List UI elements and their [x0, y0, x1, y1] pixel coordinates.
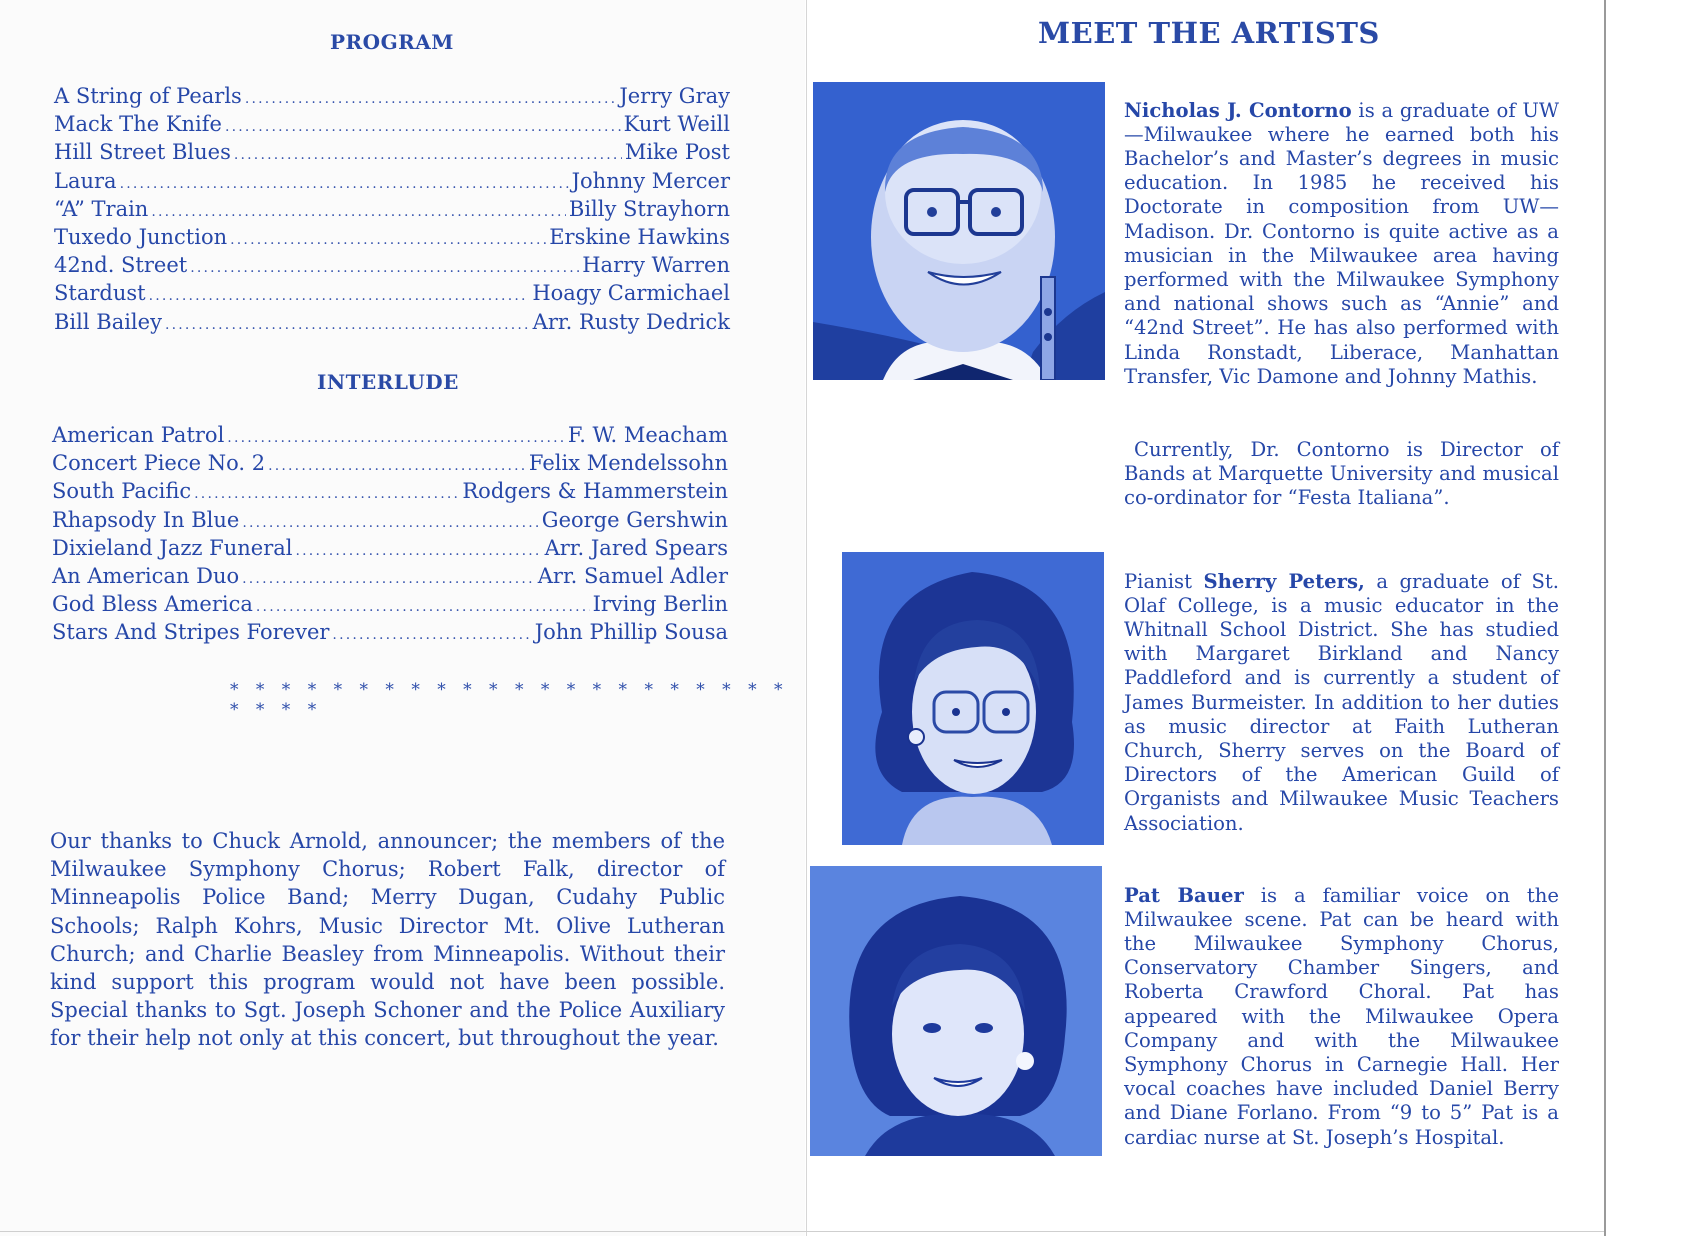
bauer-bio: [1124, 884, 1559, 1150]
page-edge: [1604, 0, 1606, 1236]
dot-leader: [332, 627, 531, 643]
piece-title: Stardust: [54, 281, 146, 306]
program-item: [54, 84, 730, 112]
interlude-item: [52, 423, 728, 451]
contorno-portrait: [813, 82, 1105, 380]
dot-leader: [194, 486, 459, 502]
bio-text: is a graduate of UW—Milwaukee where he earned both his Bachelor’s and Master’s degrees in music education. In 1985 he received his Doctorate in composition from UW—Madison. Dr. Contorno is quite active as a musician in the Milwaukee area having performed with the Milwaukee Symphony and national shows such as “Annie” and “42nd Street”. He has also performed with Linda Ronstadt, Liberace, Manhattan Transfer, Vic Damone and Johnny Mathis.: [1124, 98, 1560, 388]
dot-leader: [230, 232, 546, 248]
interlude-list: [52, 423, 728, 649]
program-item: [54, 253, 730, 281]
dot-leader: [190, 260, 579, 276]
piece-title: Stars And Stripes Forever: [52, 620, 330, 645]
bio-text: is a familiar voice on the Milwaukee scene. Pat can be heard with the Milwaukee Symphony Chorus, Conservatory Chamber Singers, and Roberta Crawford Choral. Pat has appeared with the Milwaukee Opera Company and with the Milwaukee Symphony Chorus in Carnegie Hall. Her vocal coaches have included Daniel Berry and Diane Forlano. From “9 to 5” Pat is a cardiac nurse at St. Joseph’s Hospital.: [1124, 883, 1559, 1149]
piece-composer: Irving Berlin: [592, 592, 728, 617]
piece-composer: Arr. Samuel Adler: [537, 563, 728, 588]
piece-composer: Arr. Rusty Dedrick: [532, 309, 730, 334]
piece-title: “A” Train: [54, 196, 149, 221]
dot-leader: [268, 458, 526, 474]
dot-leader: [245, 91, 617, 107]
bio-text: a graduate of St. Olaf College, is a music educator in the Whitnall School District. She has studied with Margaret Birkland and Nancy Paddleford and is currently a student of James Burmeister. In addition to her duties as music director at Faith Lutheran Church, Sherry serves on the Board of Directors of the American Guild of Organists and Milwaukee Music Teachers Association.: [1124, 569, 1559, 835]
program-item: [54, 140, 730, 168]
piece-title: Tuxedo Junction: [54, 224, 228, 249]
program-item: [54, 281, 730, 309]
bauer-portrait: [810, 866, 1102, 1156]
program-item: [54, 169, 730, 197]
piece-title: Hill Street Blues: [54, 140, 231, 165]
dot-leader: [225, 119, 621, 135]
piece-composer: Erskine Hawkins: [549, 224, 730, 249]
piece-title: A String of Pearls: [54, 84, 242, 108]
acknowledgements: Our thanks to Chuck Arnold, announcer; the members of the Milwaukee Symphony Chorus; Robert Falk, director of Minneapolis Police Band; Merry Dugan, Cudahy Public Schools; Ralph Kohrs, Music Director Mt. Olive Lutheran Church; and Charlie Beasley from Minneapolis. Without their kind support this program would not have been possible. Special thanks to Sgt. Joseph Schoner and the Police Auxiliary for their help not only at this concert, but throughout the year.: [50, 829, 725, 1051]
dot-leader: [256, 599, 590, 615]
dot-leader: [120, 176, 569, 192]
dot-leader: [149, 288, 530, 304]
program-item: [54, 197, 730, 225]
piece-title: Bill Bailey: [54, 309, 162, 334]
program-list: [54, 84, 730, 338]
piece-composer: Billy Strayhorn: [568, 196, 730, 221]
piece-composer: Kurt Weill: [623, 112, 730, 137]
interlude-item: [52, 536, 728, 564]
piece-composer: Arr. Jared Spears: [544, 535, 728, 560]
piece-composer: Mike Post: [624, 140, 730, 165]
dot-leader: [234, 147, 622, 163]
interlude-item: [52, 508, 728, 536]
star-divider: * * * * * * * * * * * * * * * * * * * * * * * * * *: [230, 680, 789, 720]
piece-composer: Harry Warren: [582, 253, 730, 278]
piece-composer: Felix Mendelssohn: [528, 451, 728, 476]
interlude-item: [52, 564, 728, 592]
dot-leader: [227, 430, 565, 446]
artist-name: Pat Bauer: [1124, 883, 1244, 907]
piece-composer: Jerry Gray: [619, 84, 730, 108]
dot-leader: [151, 204, 566, 220]
piece-composer: Rodgers & Hammerstein: [462, 479, 728, 504]
dot-leader: [242, 571, 535, 587]
program-item: [54, 225, 730, 253]
peters-portrait: [842, 552, 1104, 845]
piece-title: God Bless America: [52, 592, 253, 617]
meet-the-artists-heading: MEET THE ARTISTS: [1038, 16, 1380, 50]
peters-bio: [1124, 570, 1559, 836]
interlude-heading: INTERLUDE: [317, 370, 459, 394]
piece-title: Laura: [54, 168, 117, 193]
piece-composer: Hoagy Carmichael: [532, 281, 730, 306]
interlude-item: [52, 620, 728, 648]
program-item: [54, 310, 730, 338]
piece-composer: George Gershwin: [541, 507, 728, 532]
piece-composer: John Phillip Sousa: [534, 620, 728, 645]
interlude-item: [52, 479, 728, 507]
dot-leader: [165, 317, 530, 333]
piece-title: American Patrol: [52, 423, 225, 447]
piece-composer: F. W. Meacham: [567, 423, 728, 447]
left-page: [0, 0, 805, 1236]
contorno-bio-continued: Currently, Dr. Contorno is Director of Bands at Marquette University and musical co-ordinator for “Festa Italiana”.: [1124, 437, 1559, 509]
piece-composer: Johnny Mercer: [571, 168, 730, 193]
program-heading: PROGRAM: [330, 30, 454, 54]
page-bottom-edge: [0, 1231, 1604, 1232]
piece-title: An American Duo: [52, 563, 240, 588]
piece-title: Dixieland Jazz Funeral: [52, 535, 293, 560]
bio-prefix: Pianist: [1124, 569, 1204, 593]
piece-title: South Pacific: [52, 479, 192, 504]
interlude-item: [52, 451, 728, 479]
artist-name: Nicholas J. Contorno: [1124, 98, 1352, 122]
piece-title: Mack The Knife: [54, 112, 222, 137]
dot-leader: [296, 543, 542, 559]
interlude-item: [52, 592, 728, 620]
dot-leader: [242, 515, 538, 531]
piece-title: Concert Piece No. 2: [52, 451, 266, 476]
contorno-bio: [1124, 99, 1559, 389]
piece-title: Rhapsody In Blue: [52, 507, 240, 532]
program-item: [54, 112, 730, 140]
artist-name: Sherry Peters,: [1203, 569, 1365, 593]
piece-title: 42nd. Street: [54, 253, 188, 278]
